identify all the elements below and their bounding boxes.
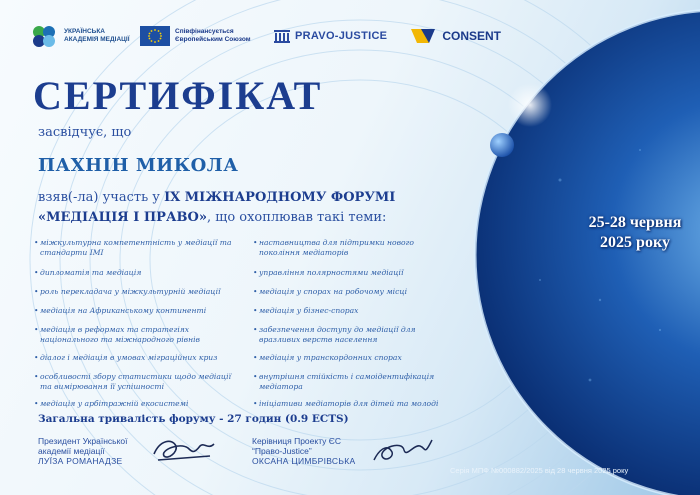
pravo-justice-logo (273, 28, 387, 44)
consent-logo-icon (409, 25, 439, 47)
topic-item: • наставництва для підтримки нового покоління медіаторів (253, 238, 453, 268)
eu-flag-icon (140, 26, 170, 46)
participation-suffix: , що охоплював такі теми: (206, 210, 387, 225)
topic-item: • внутрішня стійкість і самоідентифікація медіатора (253, 372, 453, 399)
signatory-title-1: Президент Української (38, 436, 128, 446)
forum-name: «МЕДІАЦІЯ І ПРАВО» (38, 210, 207, 225)
signatory-president (38, 436, 128, 466)
topic-item: • медіація у бізнес-спорах (253, 306, 453, 325)
topic-item: • управління полярностями медіації (253, 268, 453, 287)
topic-item: • дипломатія та медіація (34, 268, 244, 287)
participation-line-1 (38, 190, 395, 205)
president-signature-image (150, 432, 220, 468)
forum-duration: Загальна тривалість форуму - 27 годин (0.9 ECTS) (38, 413, 349, 425)
certificate-title: СЕРТИФІКАТ (33, 73, 323, 118)
participation-line-2 (38, 210, 386, 225)
topic-item: • міжкультурна компетентність у медіації та стандарти IMI (34, 238, 244, 268)
topic-item: • медіація у арбітражній екосистемі (34, 399, 244, 409)
topic-item: • медіація в реформах та стратегіях національного та міжнародного рівнів (34, 325, 244, 353)
topic-item: • діалог і медіація в умовах міграційних криз (34, 353, 244, 372)
event-dates-line-1: 25-28 червня (588, 214, 682, 231)
recipient-name: ПАХНІН МИКОЛА (38, 155, 239, 176)
signatory-title-2: академії медіації (38, 446, 105, 456)
topics-right-column (253, 238, 453, 409)
participation-prefix: взяв(-ла) участь у (38, 190, 165, 205)
signatory-project-lead (252, 436, 355, 466)
pravo-justice-logo-text: PRAVO-JUSTICE (295, 30, 388, 42)
topic-item: • медіація на Африканському континенті (34, 306, 244, 325)
topic-item: • медіація у транскордонних спорах (253, 353, 453, 372)
topic-item: • особливості збору статистики щодо медіації та вимірювання її успішності (34, 372, 244, 399)
topics-left-column (34, 238, 244, 409)
signatory-name: ОКСАНА ЦИМБРІВСЬКА (252, 456, 356, 466)
topic-item: • роль перекладача у міжкультурній медіації (34, 287, 244, 306)
signatory-title-1: Керівниця Проекту ЄС (252, 436, 342, 446)
topic-item: • медіація у спорах на робочому місці (253, 287, 453, 306)
eu-logo-text: Співфінансується Європейським Союзом (175, 28, 251, 43)
certificate-series-number: Серія МПФ №000882/2025 від 28 червня 2025 року (450, 466, 629, 475)
signatory-name: ЛУЇЗА РОМАНАДЗЕ (38, 456, 123, 466)
signatory-title-2: “Право-Justice” (252, 446, 312, 456)
logo-bar (30, 18, 682, 54)
pravo-justice-logo-icon (273, 28, 291, 44)
uam-logo (30, 22, 134, 50)
consent-logo-text: CONSENT (442, 29, 501, 43)
event-dates-line-2: 2025 року (600, 234, 670, 251)
uam-logo-icon (30, 22, 58, 50)
topic-item: • забезпечення доступу до медіації для вразливих верств населення (253, 325, 453, 353)
project-lead-signature-image (368, 434, 438, 470)
topic-item: • ініціативи медіаторів для дітей та молоді (253, 399, 453, 409)
certifies-text: засвідчує, що (38, 125, 132, 140)
event-dates (570, 213, 700, 253)
consent-logo (409, 25, 501, 47)
forum-ordinal: IX МІЖНАРОДНОМУ ФОРУМІ (164, 190, 396, 205)
eu-logo (140, 26, 265, 46)
uam-logo-text: УКРАЇНСЬКА АКАДЕМІЯ МЕДІАЦІЇ (64, 28, 130, 43)
